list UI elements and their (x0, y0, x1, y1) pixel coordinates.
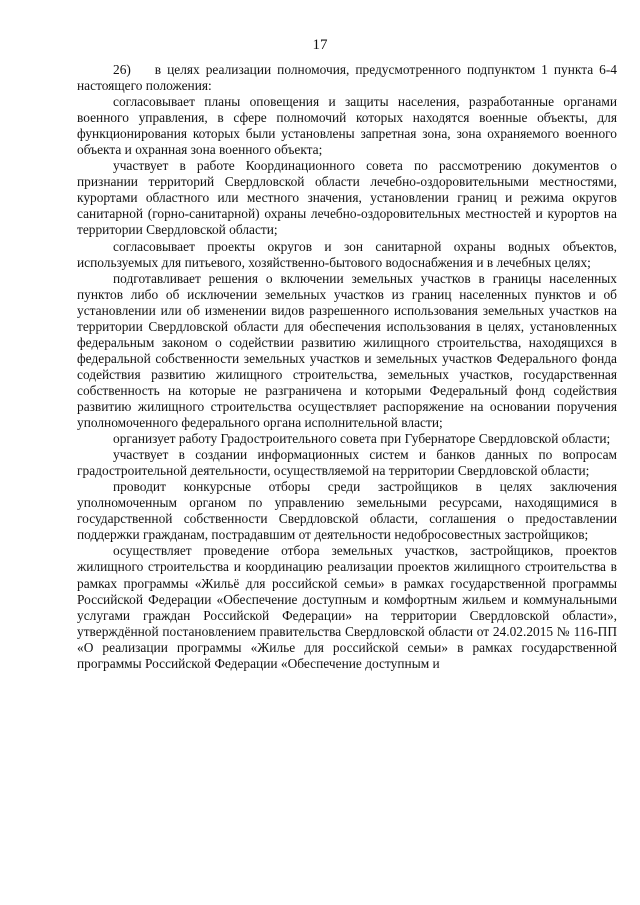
paragraph-housing-program: осуществляет проведение отбора земельных участков, застройщиков, проектов жилищного строительства и координацию реализации проектов жилищного строительства в рамках программы «Жильё для российской семьи» в рамках государственной программы Российской Федерации «Обеспечение доступным и комфортным жильем и коммунальными услугами граждан Российской Федерации» на территории Свердловской области», утверждённой постановлением правительства Свердловской области от 24.02.2015 № 116-ПП «О реализации программы «Жилье для российской семьи» в рамках государственной программы Российской Федерации «Обеспечение доступным и (77, 543, 617, 671)
document-body (77, 62, 617, 672)
paragraph-land-plots: подготавливает решения о включении земельных участков в границы населенных пунктов либо об исключении земельных участков из границ населенных пунктов и об установлении или об изменении видов разрешенного использования земельных участков на территории Свердловской области для обеспечения использования в целях, установленных федеральным законом о содействии развитию жилищного строительства, находящихся в федеральной собственности земельных участков и земельных участков Федерального фонда содействия развитию жилищного строительства, земельных участков, государственная собственность на которые не разграничена и которыми Федеральный фонд содействия развитию жилищного строительства осуществляет распоряжение на основании поручения уполномоченного федерального органа исполнительной власти; (77, 270, 617, 431)
page-number: 17 (312, 37, 328, 53)
paragraph-information-systems: участвует в создании информационных систем и банков данных по вопросам градостроительной деятельности, осуществляемой на территории Свердловской области; (77, 447, 617, 479)
paragraph-warning-plans: согласовывает планы оповещения и защиты населения, разработанные органами военного управления, в сфере полномочий которых находятся военные объекты, для функционирования которых были установлены запретная зона, зона охраняемого военного объекта и охранная зона военного объекта; (77, 94, 617, 158)
paragraph-urban-council: организует работу Градостроительного совета при Губернаторе Свердловской области; (113, 431, 611, 447)
paragraph-coordination-council: участвует в работе Координационного совета по рассмотрению документов о признании территорий Свердловской области лечебно-оздоровительными местностями, курортами областного или местного значения, установлении границ и режима округов санитарной (горно-санитарной) охраны лечебно-оздоровительных местностей и курортов на территории Свердловской области; (77, 158, 617, 238)
paragraph-sanitary-zones: согласовывает проекты округов и зон санитарной охраны водных объектов, используемых для питьевого, хозяйственно-бытового водоснабжения и в лечебных целях; (77, 238, 617, 270)
paragraph-item-26: 26) в целях реализации полномочия, предусмотренного подпунктом 1 пункта 6-4 настоящего положения: (77, 62, 617, 94)
paragraph-developer-selection: проводит конкурсные отборы среди застройщиков в целях заключения уполномоченным органом по управлению земельными ресурсами, находящимися в государственной собственности Свердловской области, соглашения о предоставлении поддержки гражданам, пострадавшим от деятельности недобросовестных застройщиков; (77, 479, 617, 543)
